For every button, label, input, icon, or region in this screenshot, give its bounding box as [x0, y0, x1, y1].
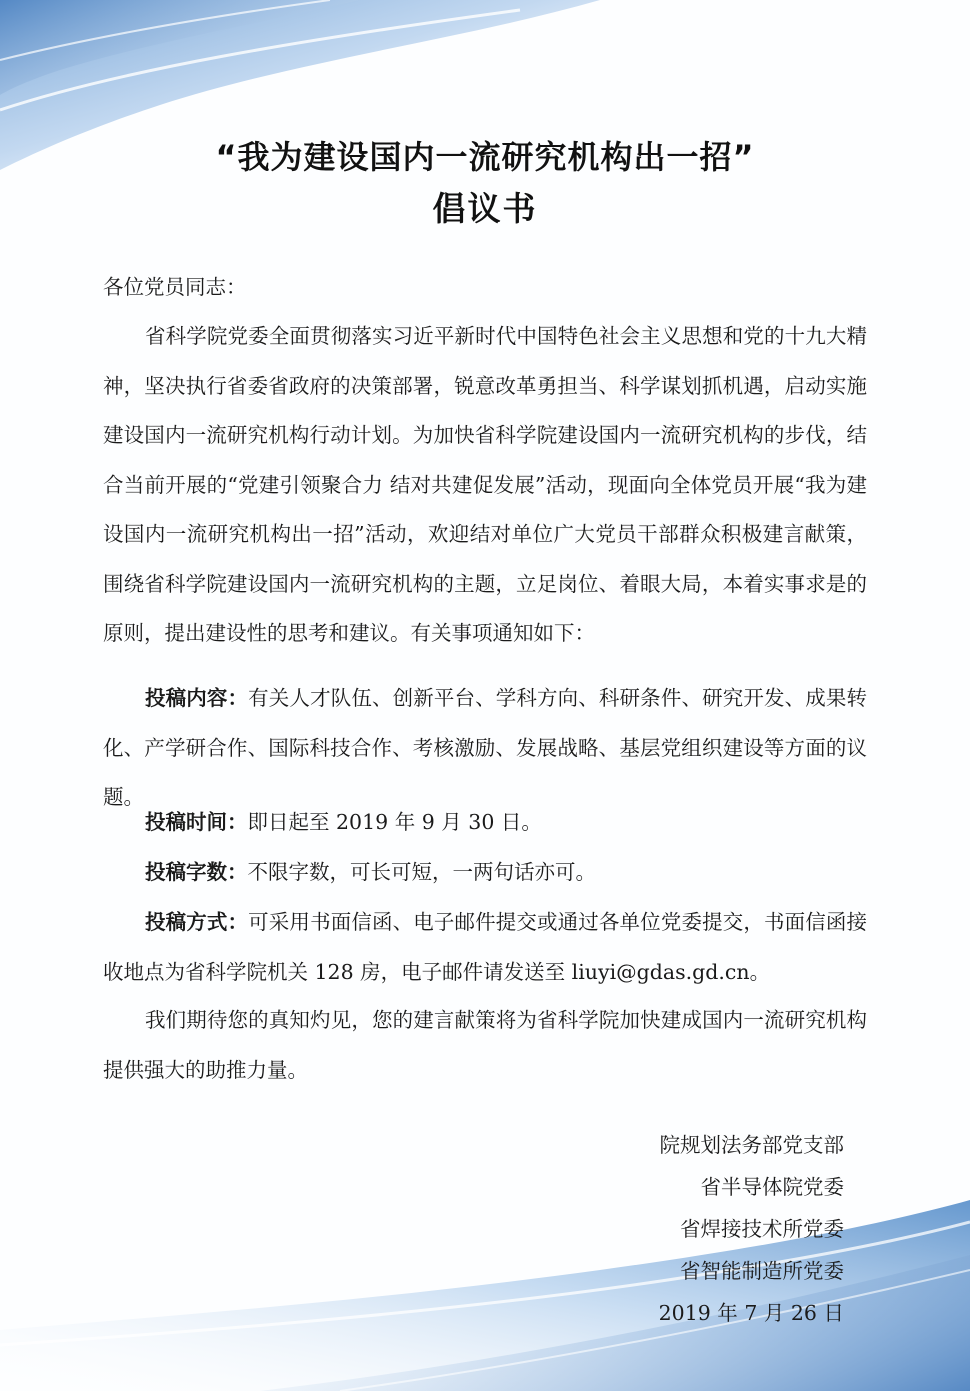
submission-method-paragraph: [103, 898, 867, 997]
submission-time-paragraph: [103, 798, 867, 848]
signature-block: [504, 1124, 844, 1334]
submission-time-label: 投稿时间：: [145, 810, 248, 834]
signatory: 省智能制造所党委: [680, 1259, 844, 1283]
submission-time-text: 即日起至 2019 年 9 月 30 日。: [247, 810, 542, 834]
closing-paragraph: 我们期待您的真知灼见，您的建言献策将为省科学院加快建成国内一流研究机构提供强大的助推力量。: [103, 1008, 867, 1082]
submission-method-text: 可采用书面信函、电子邮件提交或通过各单位党委提交，书面信函接收地点为省科学院机关 128 房，电子邮件请发送至 liuyi@gdas.gd.cn。: [103, 910, 868, 984]
submission-content-text: 有关人才队伍、创新平台、学科方向、科研条件、研究开发、成果转化、产学研合作、国际科技合作、考核激励、发展战略、基层党组织建设等方面的议题。: [103, 686, 868, 809]
submission-words-paragraph: [103, 848, 867, 898]
signature-date: 2019 年 7 月 26 日: [658, 1301, 844, 1325]
title-line-2: 倡议书: [432, 189, 538, 228]
submission-method-label: 投稿方式：: [145, 910, 249, 934]
submission-words-text: 不限字数，可长可短，一两句话亦可。: [247, 860, 596, 884]
signatory: 省焊接技术所党委: [680, 1217, 844, 1241]
signatory: 院规划法务部党支部: [659, 1133, 844, 1157]
submission-words-label: 投稿字数：: [145, 860, 248, 884]
greeting: 各位党员同志：: [103, 275, 247, 299]
main-paragraph: 省科学院党委全面贯彻落实习近平新时代中国特色社会主义思想和党的十九大精神，坚决执行省委省政府的决策部署，锐意改革勇担当、科学谋划抓机遇，启动实施建设国内一流研究机构行动计划。为加快省科学院建设国内一流研究机构的步伐，结合当前开展的“党建引领聚合力 结对共建促发展”活动，现面向全体党员开展“我为建设国内一流研究机构出一招”活动，欢迎结对单位广大党员干部群众积极建言献策，围绕省科学院建设国内一流研究机构的主题，立足岗位、着眼大局，本着实事求是的原则，提出建设性的思考和建议。有关事项通知如下：: [103, 324, 867, 645]
submission-content-label: 投稿内容：: [145, 686, 249, 710]
title-line-1: “我为建设国内一流研究机构出一招”: [215, 138, 755, 176]
signatory: 省半导体院党委: [700, 1175, 844, 1199]
